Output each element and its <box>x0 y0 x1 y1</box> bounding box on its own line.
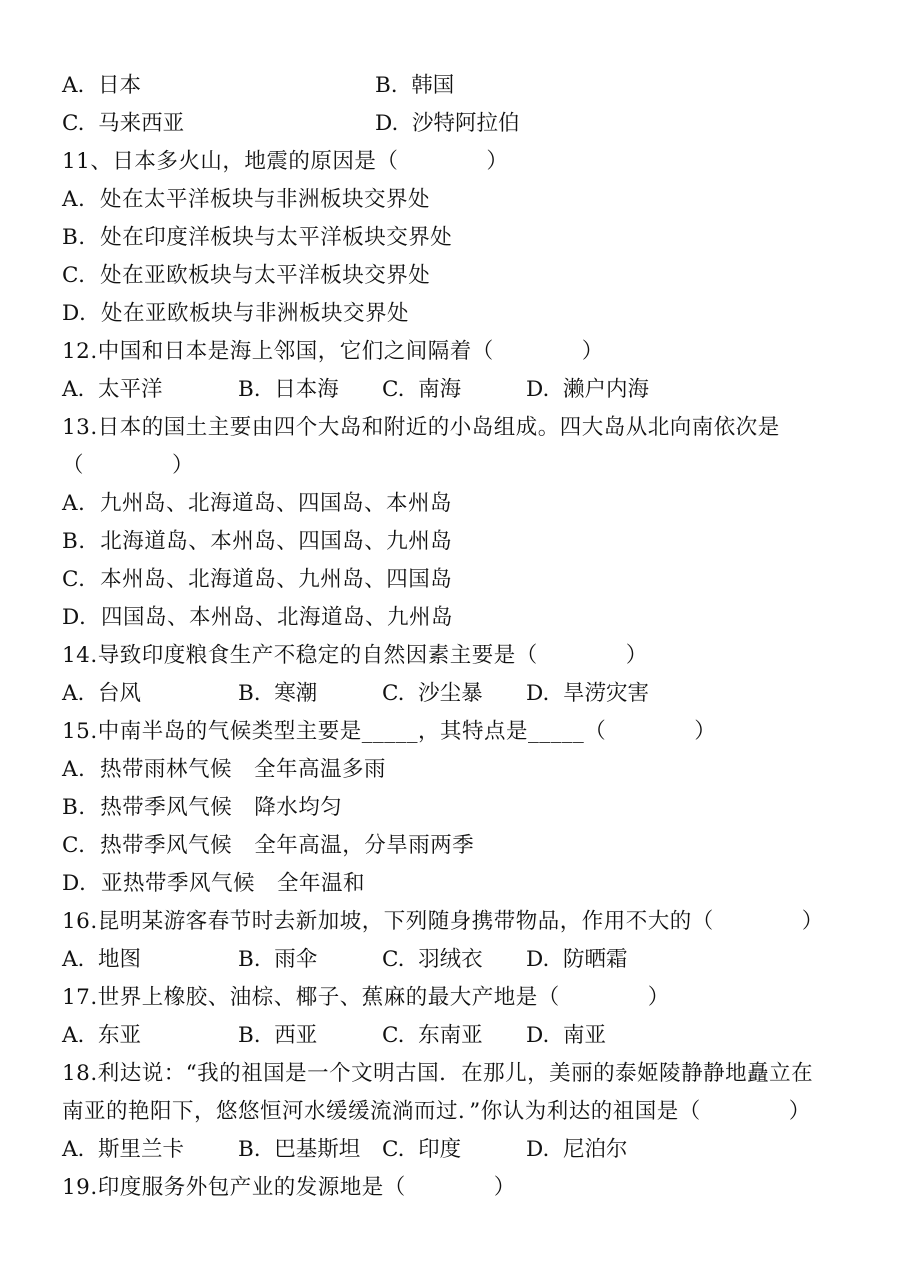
q12-option-c: C. 南海 <box>382 377 462 402</box>
q18-option-d: D. 尼泊尔 <box>526 1137 628 1162</box>
q17-stem: 17.世界上橡胶、油棕、椰子、蕉麻的最大产地是（ ） <box>62 985 670 1010</box>
q13-option-c: C. 本州岛、北海道岛、九州岛、四国岛 <box>62 567 453 592</box>
q17-option-c: C. 东南亚 <box>382 1023 483 1048</box>
q11-option-a: A. 处在太平洋板块与非洲板块交界处 <box>62 187 431 212</box>
q11-option-c: C. 处在亚欧板块与太平洋板块交界处 <box>62 263 431 288</box>
q12-option-b: B. 日本海 <box>238 377 339 402</box>
q14-option-c: C. 沙尘暴 <box>382 681 483 706</box>
q16-option-a: A. 地图 <box>62 947 142 972</box>
q15-option-a: A. 热带雨林气候 全年高温多雨 <box>62 757 387 782</box>
q18-option-a: A. 斯里兰卡 <box>62 1137 185 1162</box>
q10-option-c: C. 马来西亚 <box>62 111 185 136</box>
q10-option-d: D. 沙特阿拉伯 <box>375 111 520 136</box>
q17-option-d: D. 南亚 <box>526 1023 606 1048</box>
q14-option-a: A. 台风 <box>62 681 142 706</box>
q12-option-a: A. 太平洋 <box>62 377 163 402</box>
q16-option-d: D. 防晒霜 <box>526 947 628 972</box>
q19-stem: 19.印度服务外包产业的发源地是（ ） <box>62 1175 516 1200</box>
q13-stem-continued: （ ） <box>62 453 195 478</box>
q14-option-b: B. 寒潮 <box>238 681 318 706</box>
q18-stem: 18.利达说：“我的祖国是一个文明古国．在那儿，美丽的泰姬陵静静地矗立在 <box>62 1061 814 1086</box>
q17-option-a: A. 东亚 <box>62 1023 142 1048</box>
q16-option-c: C. 羽绒衣 <box>382 947 483 972</box>
q18-option-b: B. 巴基斯坦 <box>238 1137 361 1162</box>
q10-option-a: A. 日本 <box>62 73 142 98</box>
q13-option-a: A. 九州岛、北海道岛、四国岛、本州岛 <box>62 491 453 516</box>
q17-option-b: B. 西亚 <box>238 1023 318 1048</box>
q16-option-b: B. 雨伞 <box>238 947 318 972</box>
q13-stem: 13.日本的国土主要由四个大岛和附近的小岛组成。四大岛从北向南依次是 <box>62 415 780 440</box>
q15-option-b: B. 热带季风气候 降水均匀 <box>62 795 343 820</box>
q15-option-d: D. 亚热带季风气候 全年温和 <box>62 871 365 896</box>
q11-option-d: D. 处在亚欧板块与非洲板块交界处 <box>62 301 409 326</box>
q18-option-c: C. 印度 <box>382 1137 462 1162</box>
q15-option-c: C. 热带季风气候 全年高温，分旱雨两季 <box>62 833 475 858</box>
q14-option-d: D. 旱涝灾害 <box>526 681 649 706</box>
q11-option-b: B. 处在印度洋板块与太平洋板块交界处 <box>62 225 453 250</box>
q12-option-d: D. 濑户内海 <box>526 377 649 402</box>
q13-option-b: B. 北海道岛、本州岛、四国岛、九州岛 <box>62 529 453 554</box>
q12-stem: 12.中国和日本是海上邻国，它们之间隔着（ ） <box>62 339 604 364</box>
q15-stem: 15.中南半岛的气候类型主要是_____，其特点是_____（ ） <box>62 719 717 744</box>
q13-option-d: D. 四国岛、本州岛、北海道岛、九州岛 <box>62 605 453 630</box>
q16-stem: 16.昆明某游客春节时去新加坡，下列随身携带物品，作用不大的（ ） <box>62 909 824 934</box>
q11-stem: 11、日本多火山，地震的原因是（ ） <box>62 149 509 174</box>
q18-stem-continued: 南亚的艳阳下，悠悠恒河水缓缓流淌而过．”你认为利达的祖国是（ ） <box>62 1099 811 1124</box>
q10-option-b: B. 韩国 <box>375 73 455 98</box>
q14-stem: 14.导致印度粮食生产不稳定的自然因素主要是（ ） <box>62 643 648 668</box>
